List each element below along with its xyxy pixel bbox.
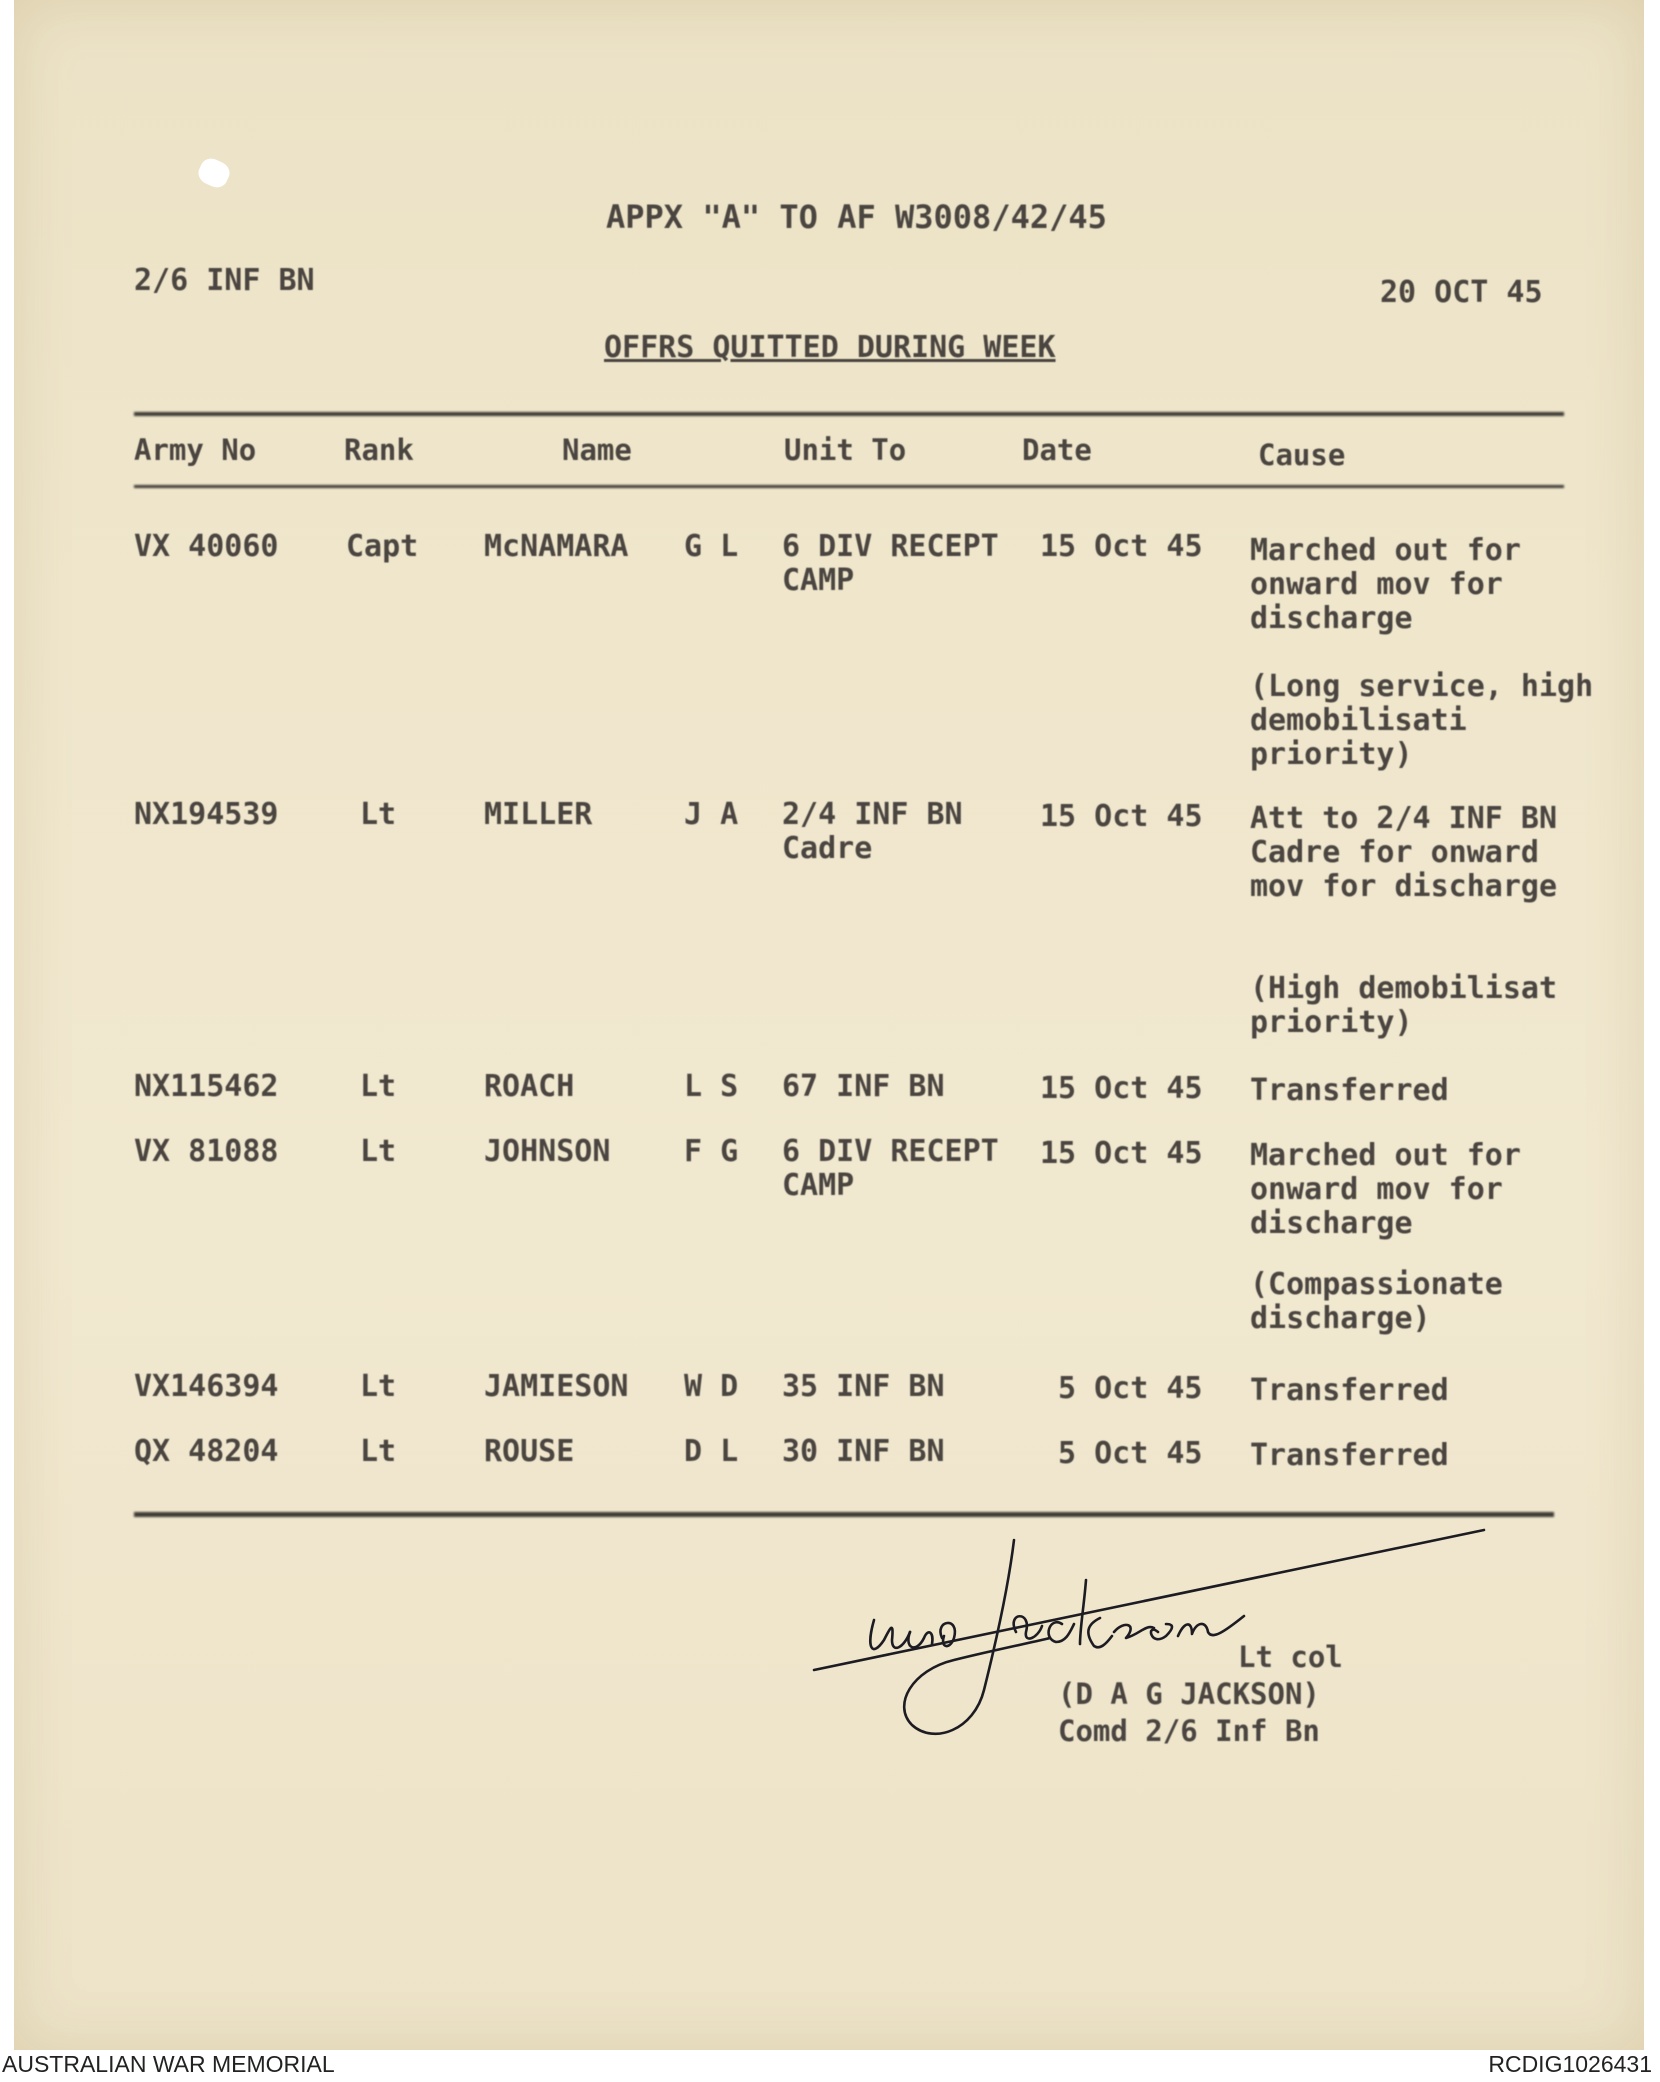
cause: Marched out for onward mov for discharge xyxy=(1250,533,1521,636)
signatory-name: (D A G JACKSON) xyxy=(1058,1677,1320,1711)
date: 5 Oct 45 xyxy=(1058,1436,1203,1471)
header-unit-to: Unit To xyxy=(784,433,907,467)
header-rank: Rank xyxy=(344,433,414,467)
cause-note: (Compassionate discharge) xyxy=(1250,1267,1503,1336)
unit-to: 2/4 INF BN Cadre xyxy=(782,797,963,866)
rank: Lt xyxy=(360,1134,397,1169)
date: 15 Oct 45 xyxy=(1040,1071,1203,1106)
unit-designation: 2/6 INF BN xyxy=(134,263,315,298)
cause-note: (High demobilisat priority) xyxy=(1250,971,1558,1040)
name: JOHNSON xyxy=(484,1134,611,1169)
name: MILLER xyxy=(484,797,593,832)
signatory-rank: Lt col xyxy=(1238,1640,1343,1674)
rank: Lt xyxy=(360,797,397,832)
cause: Marched out for onward mov for discharge xyxy=(1250,1138,1521,1241)
table-bottom-rule xyxy=(134,1512,1554,1517)
name: JAMIESON xyxy=(484,1369,629,1404)
initials: L S xyxy=(684,1069,739,1104)
appendix-reference: APPX "A" TO AF W3008/42/45 xyxy=(606,198,1107,236)
document-sheet xyxy=(14,0,1644,2050)
document-date: 20 OCT 45 xyxy=(1380,275,1543,310)
rank: Capt xyxy=(346,529,419,564)
date: 15 Oct 45 xyxy=(1040,799,1203,834)
date: 15 Oct 45 xyxy=(1040,529,1203,564)
footer-id: RCDIG1026431 xyxy=(1488,2051,1652,2077)
cause-note: (Long service, high demobilisati priority) xyxy=(1250,669,1594,772)
date: 15 Oct 45 xyxy=(1040,1136,1203,1171)
initials: F G xyxy=(684,1134,739,1169)
initials: G L xyxy=(684,529,739,564)
army-no: NX115462 xyxy=(134,1069,279,1104)
table-header-rule xyxy=(134,485,1564,488)
header-name: Name xyxy=(562,433,632,467)
rank: Lt xyxy=(360,1069,397,1104)
document-title: OFFRS QUITTED DURING WEEK xyxy=(604,330,1056,365)
initials: D L xyxy=(684,1434,739,1469)
header-army-no: Army No xyxy=(134,433,257,467)
unit-to: 30 INF BN xyxy=(782,1434,945,1469)
date: 5 Oct 45 xyxy=(1058,1371,1203,1406)
header-cause: Cause xyxy=(1258,438,1346,472)
header-date: Date xyxy=(1022,433,1092,467)
footer-source: AUSTRALIAN WAR MEMORIAL xyxy=(2,2051,335,2077)
army-no: VX 81088 xyxy=(134,1134,279,1169)
initials: W D xyxy=(684,1369,739,1404)
rank: Lt xyxy=(360,1434,397,1469)
name: McNAMARA xyxy=(484,529,629,564)
initials: J A xyxy=(684,797,739,832)
cause: Transferred xyxy=(1250,1073,1449,1108)
rank: Lt xyxy=(360,1369,397,1404)
name: ROUSE xyxy=(484,1434,575,1469)
cause: Att to 2/4 INF BN Cadre for onward mov for discharge xyxy=(1250,801,1558,904)
cause: Transferred xyxy=(1250,1373,1449,1408)
table-top-rule xyxy=(134,412,1564,416)
army-no: NX194539 xyxy=(134,797,279,832)
unit-to: 67 INF BN xyxy=(782,1069,945,1104)
signatory-appointment: Comd 2/6 Inf Bn xyxy=(1058,1714,1320,1748)
unit-to: 6 DIV RECEPT CAMP xyxy=(782,1134,999,1203)
punch-hole xyxy=(195,155,233,191)
unit-to: 6 DIV RECEPT CAMP xyxy=(782,529,999,598)
cause: Transferred xyxy=(1250,1438,1449,1473)
unit-to: 35 INF BN xyxy=(782,1369,945,1404)
name: ROACH xyxy=(484,1069,575,1104)
army-no: VX146394 xyxy=(134,1369,279,1404)
army-no: QX 48204 xyxy=(134,1434,279,1469)
army-no: VX 40060 xyxy=(134,529,279,564)
